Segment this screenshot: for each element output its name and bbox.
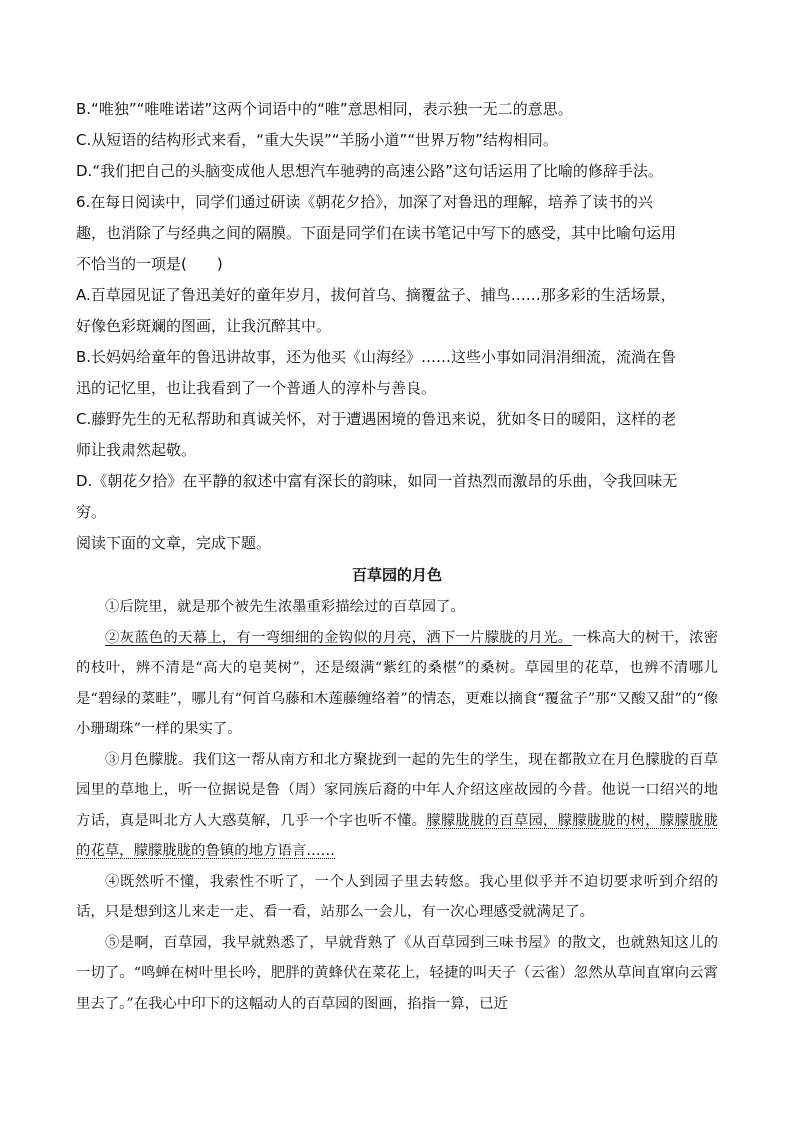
paragraph-3-text: ③月色朦胧。我们这一帮从南方和北方聚拢到一起的先生的学生，现在都散立在月色朦胧的百草园里的草地上，听一位据说是鲁（周）家同族后裔的中年人介绍这座故园的今昔。他说一口绍兴的地方话，真是叫北方人大惑莫解，几乎一个字也听不懂。 <box>76 751 718 829</box>
essay-body <box>76 592 718 1019</box>
underlined-sentence: ②灰蓝色的天幕上，有一弯细细的金钩似的月亮，洒下一片朦胧的月光。 <box>105 629 573 646</box>
q6-stem-line-3: 不恰当的一项是( ) <box>76 255 223 273</box>
q5-option-d: D.“我们把自己的头脑变成他人思想汽车驰骋的高速公路”这句话运用了比喻的修辞手法。 <box>76 162 663 180</box>
q6-option-a-line-1: A.百草园见证了鲁迅美好的童年岁月，拔何首乌、摘覆盆子、捕鸟……那多彩的生活场景， <box>76 286 676 304</box>
q5-option-c: C.从短语的结构形式来看，“重大失误”“羊肠小道”“世界万物”结构相同。 <box>76 131 558 149</box>
essay-paragraph-5: ⑤是啊，百草园，我早就熟悉了，早就背熟了《从百草园到三味书屋》的散文，也就熟知这儿的一切了。“鸣蝉在树叶里长吟，肥胖的黄蜂伏在菜花上，轻捷的叫天子（云雀）忽然从草间直窜向云霄里去了。”在我心中印下的这幅动人的百草园的图画，掐指一算，已近 <box>76 934 718 1012</box>
q6-option-d-line-1: D.《朝花夕拾》在平静的叙述中富有深长的韵味，如同一首热烈而激昂的乐曲，令我回味无 <box>76 472 678 490</box>
q6-option-c-line-1: C.藤野先生的无私帮助和真诚关怀，对于遭遇困境的鲁迅来说，犹如冬日的暖阳，这样的老 <box>76 410 677 428</box>
dotted-underlined-sentence: 朦朦胧胧的百草园，朦朦胧胧的树，朦朦胧胧的花草，朦朦胧胧的鲁镇的地方语言…… <box>76 812 718 859</box>
reading-instruction: 阅读下面的文章，完成下题。 <box>76 534 272 552</box>
q6-option-b-line-1: B.长妈妈给童年的鲁迅讲故事，还为他买《山海经》……这些小事如同涓涓细流，流淌在鲁 <box>76 348 677 366</box>
q6-stem-line-2: 趣，也消除了与经典之间的隔膜。下面是同学们在读书笔记中写下的感受，其中比喻句运用 <box>76 224 677 242</box>
q6-option-d-line-2: 穷。 <box>76 503 107 521</box>
essay-title: 百草园的月色 <box>351 566 442 584</box>
q6-option-c-line-2: 师让我肃然起敬。 <box>76 441 197 459</box>
essay-paragraph-1: ①后院里，就是那个被先生浓墨重彩描绘过的百草园了。 <box>105 599 465 615</box>
essay-paragraph-3 <box>76 745 718 867</box>
q6-stem-line-1: 6.在每日阅读中，同学们通过研读《朝花夕拾》，加深了对鲁迅的理解，培养了读书的兴 <box>76 193 653 211</box>
essay-paragraph-2 <box>76 623 718 745</box>
q5-option-b: B.“唯独”“唯唯诺诺”这两个词语中的“唯”意思相同，表示独一无二的意思。 <box>76 100 573 118</box>
essay-paragraph-4: ④既然听不懂，我索性不听了，一个人到园子里去转悠。我心里似乎并不迫切要求听到介绍的话，只是想到这儿来走一走、看一看，站那么一会儿，有一次心理感受就满足了。 <box>76 873 718 920</box>
q6-option-a-line-2: 好像色彩斑斓的图画，让我沉醉其中。 <box>76 317 332 335</box>
q6-option-b-line-2: 迅的记忆里，也让我看到了一个普通人的淳朴与善良。 <box>76 379 437 397</box>
paragraph-2-text: 一株高大的树干，浓密的枝叶，辨不清是“高大的皂荚树”，还是缀满“紫红的桑椹”的桑树。草园里的花草，也辨不清哪儿是“碧绿的菜畦”，哪儿有“何首乌藤和木莲藤缠络着”的情态，更难以摘食“覆盆子”那“又酸又甜”的“像小珊瑚珠”一样的果实了。 <box>76 629 718 737</box>
question-section <box>76 94 718 559</box>
